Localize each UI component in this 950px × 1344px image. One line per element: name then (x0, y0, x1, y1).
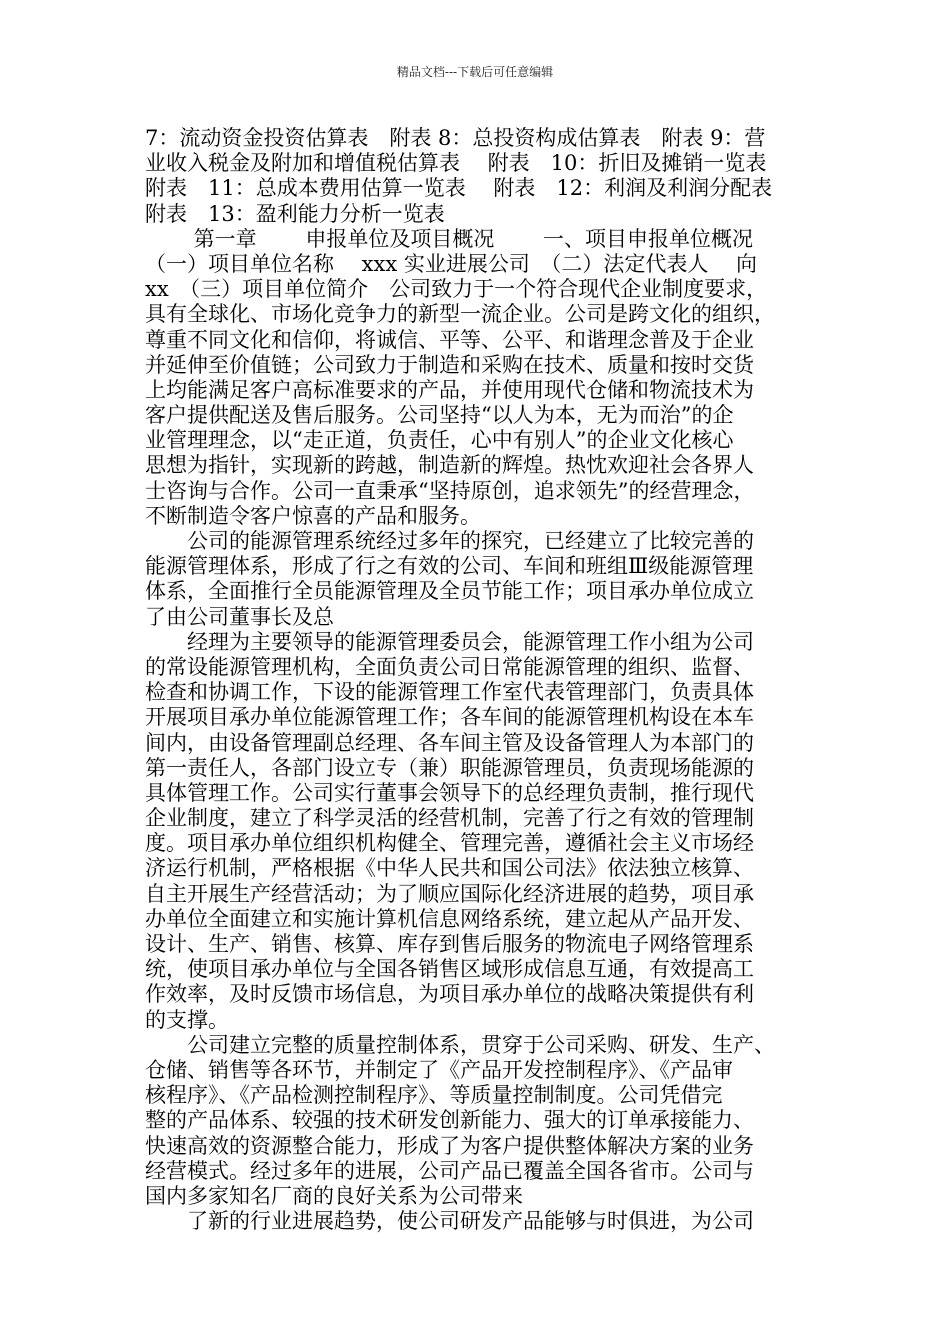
text-line: 士咨询与合作。公司一直秉承“坚持原创，追求领先”的经营理念， (145, 478, 755, 503)
text-line: 整的产品体系、较强的技术研发创新能力、强大的订单承接能力、 (145, 1108, 754, 1133)
text-line: 检查和协调工作，下设的能源管理工作室代表管理部门，负责具体 (145, 680, 754, 705)
text-line: 设计、生产、销售、核算、库存到售后服务的物流电子网络管理系 (145, 932, 754, 956)
text-line: 快速高效的资源整合能力，形成了为客户提供整体解决方案的业务 (145, 1133, 754, 1158)
page-header: 精品文档---下载后可任意编辑 (396, 65, 554, 79)
text-line: 经理为主要领导的能源管理委员会，能源管理工作小组为公司 (145, 629, 754, 654)
document-body (145, 126, 810, 1234)
paragraph-industry-trend (145, 1209, 810, 1234)
text-line: 作效率，及时反馈市场信息，为项目承办单位的战略决策提供有利 (145, 982, 754, 1007)
text-line: 的常设能源管理机构，全面负责公司日常能源管理的组织、监督、 (145, 654, 754, 679)
text-line: 体系，全面推行全员能源管理及全员节能工作；项目承办单位成立 (145, 579, 754, 604)
text-line: 业收入税金及附加和增值税估算表 附表 10：折旧及摊销一览表 (145, 151, 767, 176)
text-line: 办单位全面建立和实施计算机信息网络系统，建立起从产品开发、 (145, 906, 754, 931)
text-line: 核程序》、《产品检测控制程序》、等质量控制制度。公司凭借完 (145, 1083, 723, 1108)
text-line: 开展项目承办单位能源管理工作；各车间的能源管理机构设在本车 (145, 705, 754, 730)
paragraph-quality-control (145, 1033, 810, 1209)
text-line: 第一章 申报单位及项目概况 一、项目申报单位概况 (145, 226, 754, 251)
text-line: 间内，由设备管理副总经理、各车间主管及设备管理人为本部门的 (145, 730, 754, 755)
text-line: 济运行机制，严格根据《中华人民共和国公司法》依法独立核算、 (145, 856, 754, 881)
paragraph-appendix-and-intro (145, 126, 810, 529)
text-line: 仓储、销售等各环节，并制定了《产品开发控制程序》、《产品审 (145, 1057, 733, 1082)
text-line: 附表 11：总成本费用估算一览表 附表 12：利润及利润分配表 (145, 176, 773, 201)
text-line: 上均能满足客户高标准要求的产品，并使用现代仓储和物流技术为 (145, 377, 754, 402)
text-line: （一）项目单位名称 xxx 实业进展公司 （二）法定代表人 向 (145, 251, 758, 276)
text-line: 附表 13：盈利能力分析一览表 (145, 201, 445, 226)
text-line: 第一责任人，各部门设立专（兼）职能源管理员，负责现场能源的 (145, 755, 754, 780)
text-line: 统，使项目承办单位与全国各销售区域形成信息互通，有效提高工 (145, 957, 754, 982)
text-line: 能源管理体系，形成了行之有效的公司、车间和班组Ⅲ级能源管理 (145, 554, 754, 579)
text-line: 客户提供配送及售后服务。公司坚持“以人为本，无为而治”的企 (145, 403, 734, 428)
text-line: 公司建立完整的质量控制体系，贯穿于公司采购、研发、生产、 (145, 1032, 775, 1057)
text-line: 了新的行业进展趋势，使公司研发产品能够与时俱进，为公司 (145, 1209, 754, 1234)
text-line: 具体管理工作。公司实行董事会领导下的总经理负责制，推行现代 (145, 780, 754, 805)
text-line: 7：流动资金投资估算表 附表 8：总投资构成估算表 附表 9：营 (145, 126, 766, 150)
paragraph-energy-management (145, 529, 810, 630)
text-line: 思想为指针，实现新的跨越，制造新的辉煌。热忱欢迎社会各界人 (145, 453, 754, 478)
text-line: 公司的能源管理系统经过多年的探究，已经建立了比较完善的 (145, 529, 754, 553)
text-line: 企业制度，建立了科学灵活的经营机制，完善了行之有效的管理制 (145, 806, 754, 831)
text-line: 国内多家知名厂商的良好关系为公司带来 (145, 1183, 523, 1208)
text-line: 的支撑。 (145, 1007, 229, 1032)
text-line: 了由公司董事长及总 (145, 604, 334, 629)
text-line: 并延伸至价值链；公司致力于制造和采购在技术、质量和按时交货 (145, 352, 754, 377)
text-line: 经营模式。经过多年的进展，公司产品已覆盖全国各省市。公司与 (145, 1158, 754, 1183)
text-line: 尊重不同文化和信仰，将诚信、平等、公平、和谐理念普及于企业 (145, 327, 754, 352)
text-line: 不断制造令客户惊喜的产品和服务。 (145, 503, 481, 528)
text-line: 业管理理念，以“走正道，负责任，心中有别人”的企业文化核心 (145, 428, 734, 453)
text-line: 具有全球化、市场化竞争力的新型一流企业。公司是跨文化的组织， (145, 302, 775, 327)
paragraph-management-committee (145, 630, 810, 1033)
text-line: 自主开展生产经营活动；为了顺应国际化经济进展的趋势，项目承 (145, 881, 754, 906)
text-line: xx （三）项目单位简介 公司致力于一个符合现代企业制度要求， (145, 277, 768, 302)
text-line: 度。项目承办单位组织机构健全、管理完善，遵循社会主义市场经 (145, 831, 754, 856)
